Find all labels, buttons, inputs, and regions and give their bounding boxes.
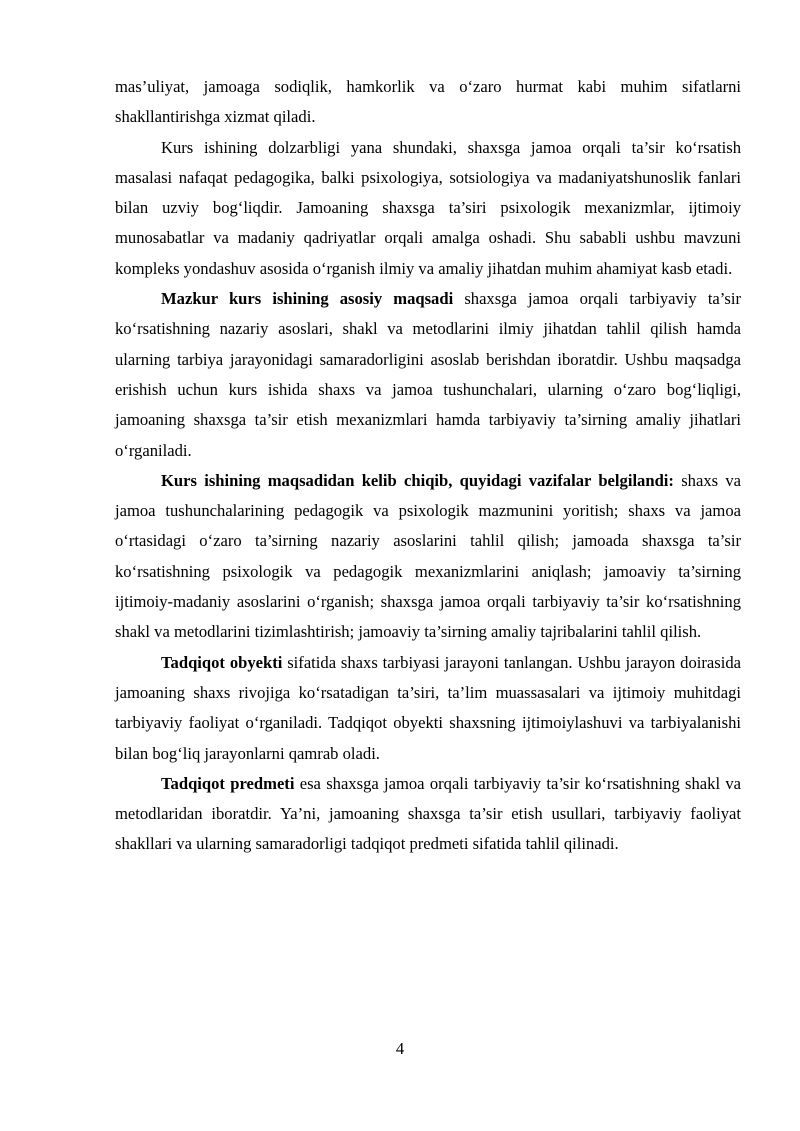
paragraph-text: Kurs ishining dolzarbligi yana shundaki, shaxsga jamoa orqali ta’sir ko‘rsatish masalasi nafaqat pedagogika, balki psixologiya, sotsiologiya va madaniyatshunoslik fanlari bilan uzviy bog‘liqdir. Jamoaning shaxsga ta’siri psixologik mexanizmlar, ijtimoiy munosabatlar va madaniy qadriyatlar orqali amalga oshadi. Shu sababli ushbu mavzuni kompleks yondashuv asosida o‘rganish ilmiy va amaliy jihatdan muhim ahamiyat kasb etadi. xyxy=(115,137,741,278)
paragraph-text: sifatida shaxs tarbiyasi jarayoni tanlangan. Ushbu jarayon doirasida jamoaning shaxs rivojiga ko‘rsatadigan ta’siri, ta’lim muassasalari va ijtimoiy muhitdagi tarbiyaviy faoliyat o‘rganiladi. Tadqiqot obyekti shaxsning ijtimoiylashuvi va tarbiyalanishi bilan bog‘liq jarayonlarni qamrab oladi. xyxy=(115,652,741,763)
paragraph-research-object xyxy=(115,648,741,769)
paragraph-lead-bold: Kurs ishining maqsadidan kelib chiqib, quyidagi vazifalar belgilandi: xyxy=(161,470,674,490)
paragraph-lead-bold: Tadqiqot obyekti xyxy=(161,652,283,672)
paragraph-goal xyxy=(115,284,741,466)
paragraph-relevance xyxy=(115,133,741,284)
paragraph-text: shaxs va jamoa tushunchalarining pedagogik va psixologik mazmunini yoritish; shaxs va jamoa o‘rtasidagi o‘zaro ta’sirning nazariy asoslarini tahlil qilish; jamoada shaxsga ta’sir ko‘rsatishning psixologik va pedagogik mexanizmlarini aniqlash; jamoaviy ta’sirning ijtimoiy-madaniy asoslarini o‘rganish; shaxsga jamoa orqali tarbiyaviy ta’sir ko‘rsatishning shakl va metodlarini tizimlashtirish; jamoaviy ta’sirning amaliy tajribalarini tahlil qilish. xyxy=(115,470,741,642)
paragraph-lead-bold: Mazkur kurs ishining asosiy maqsadi xyxy=(161,289,454,309)
document-body xyxy=(115,72,741,860)
paragraph-research-subject xyxy=(115,769,741,860)
paragraph-tasks xyxy=(115,466,741,648)
paragraph-text: esa shaxsga jamoa orqali tarbiyaviy ta’sir ko‘rsatishning shakl va metodlaridan iboratdir. Ya’ni, jamoaning shaxsga ta’sir etish usullari, tarbiyaviy faoliyat shakllari va ularning samaradorligi tadqiqot predmeti sifatida tahlil qilinadi. xyxy=(115,773,741,854)
page-number: 4 xyxy=(395,1039,405,1058)
paragraph-continuation xyxy=(115,72,741,133)
paragraph-lead-bold: Tadqiqot predmeti xyxy=(161,773,295,793)
paragraph-text: shaxsga jamoa orqali tarbiyaviy ta’sir ko‘rsatishning nazariy asoslari, shakl va metodlarini ilmiy jihatdan tahlil qilish hamda ularning tarbiya jarayonidagi samaradorligini asoslab berishdan iboratdir. Ushbu maqsadga erishish uchun kurs ishida shaxs va jamoa tushunchalari, ularning o‘zaro bog‘liqligi, jamoaning shaxsga ta’sir etish mexanizmlari hamda tarbiyaviy ta’sirning amaliy jihatlari o‘rganiladi. xyxy=(115,289,741,460)
paragraph-text: mas’uliyat, jamoaga sodiqlik, hamkorlik va o‘zaro hurmat kabi muhim sifatlarni shakllantirishga xizmat qiladi. xyxy=(115,77,741,127)
